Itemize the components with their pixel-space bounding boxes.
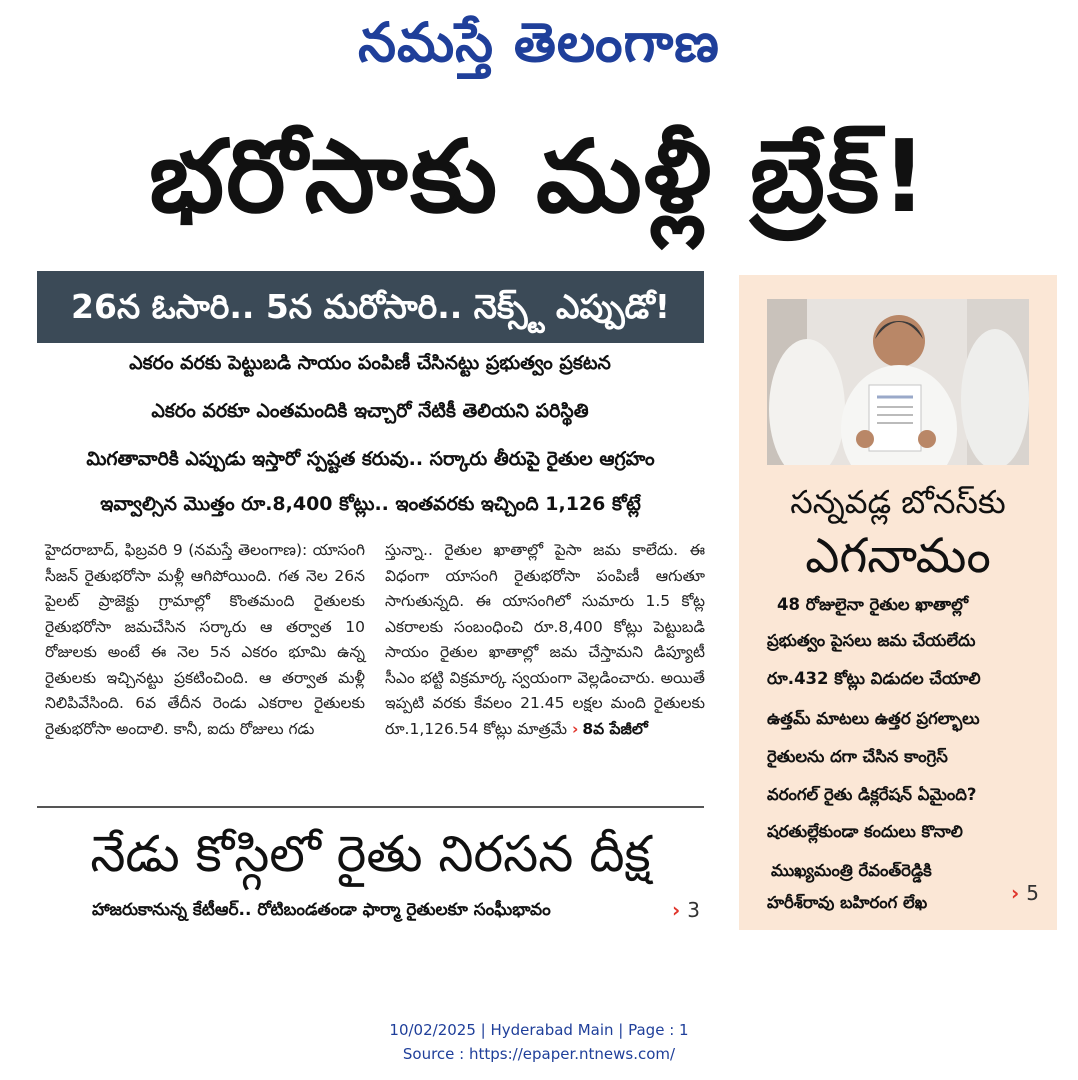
continued-label: 8వ పేజీలో: [582, 719, 648, 738]
bullet-4: [37, 493, 704, 520]
sidebar-item: ప్రభుత్వం పైసలు జమ చేయలేదు: [767, 631, 976, 650]
page-footer: [0, 1018, 1078, 1066]
bullet-2: [70, 400, 670, 427]
subhead-banner: 26న ఓసారి.. 5న మరోసారి.. నెక్స్ట్ ఎప్పుడో!: [37, 271, 704, 343]
sidebar-item: 48 రోజులైనా రైతుల ఖాతాల్లో: [777, 595, 969, 614]
bullet-3: [37, 448, 704, 475]
sidebar-title-line-1: సన్నవడ్ల బోనస్‌కు: [790, 483, 1006, 521]
masthead-logo: నమస్తే తెలంగాణ: [358, 10, 720, 74]
story-divider: [37, 806, 704, 808]
bullet-text: ఎకరం వరకు పెట్టుబడి సాయం పంపిణీ చేసినట్టు ప్రభుత్వం ప్రకటన: [129, 352, 611, 374]
sidebar-item: హరీశ్‌రావు బహిరంగ లేఖ: [767, 893, 928, 912]
article-column-1: [45, 538, 365, 742]
sidebar-story: [739, 275, 1057, 930]
chevron-right-icon: ›: [672, 898, 688, 922]
continued-page-link[interactable]: [572, 720, 648, 738]
bullet-text: ఎకరం వరకూ ఎంతమందికి ఇచ్చారో నేటికీ తెలియని పరిస్థితి: [151, 400, 589, 422]
main-headline: భరోసాకు మళ్లీ బ్రేక్!: [149, 118, 929, 235]
second-story-headline: నేడు కోస్గిలో రైతు నిరసన దీక్ష: [90, 825, 651, 883]
chevron-right-icon: ›: [571, 719, 579, 738]
article-column-2: [385, 538, 705, 742]
footer-date-line: 10/02/2025 | Hyderabad Main | Page : 1: [389, 1021, 689, 1039]
bullet-1: [70, 352, 670, 379]
sidebar-item: షరతుల్లేకుండా కందులు కొనాలి: [767, 822, 963, 841]
sidebar-item: రైతులను దగా చేసిన కాంగ్రెస్: [767, 747, 948, 766]
sidebar-page-link[interactable]: [1011, 881, 1039, 905]
second-story-subtitle-text: హాజరుకానున్న కేటీఆర్.. రోటిబండతండా ఫార్మా రైతులకూ సంఘీభావం: [92, 900, 551, 920]
sidebar-item: ముఖ్యమంత్రి రేవంత్‌రెడ్డికి: [771, 861, 932, 880]
sidebar-title-line-2: ఎగనామం: [805, 528, 991, 584]
second-story-page-link[interactable]: [672, 895, 700, 925]
sidebar-item: రూ.432 కోట్లు విడుదల చేయాలి: [767, 669, 981, 688]
sidebar-item: ఉత్తమ్ మాటలు ఉత్తర ప్రగల్భాలు: [767, 709, 980, 728]
chevron-right-icon: ›: [1011, 881, 1027, 905]
footer-source-link[interactable]: Source : https://epaper.ntnews.com/: [402, 1045, 676, 1063]
page-number: 5: [1026, 881, 1039, 905]
news-photo: [767, 299, 1029, 465]
article-body-text: స్తున్నా.. రైతుల ఖాతాల్లో పైసా జమ కాలేదు. ఈ విధంగా యాసంగి రైతుభరోసా పంపిణీ ఆగుతూ సాగుతున్నది. ఈ యాసంగిలో సుమారు 1.5 కోట్ల ఎకరాలకు సంబంధించి రూ.8,400 కోట్లు పెట్టుబడి సాయం రైతుల ఖాతాల్లో జమ చేస్తామని డిప్యూటీ సీఎం భట్టి విక్రమార్క స్వయంగా వెల్లడించారు. అయితే ఇప్పటి వరకు కేవలం 21.45 లక్షల మంది రైతులకు రూ.1,126.54 కోట్లు మాత్రమే: [385, 541, 705, 738]
bullet-text: ఇవ్వాల్సిన మొత్తం రూ.8,400 కోట్లు.. ఇంతవరకు ఇచ్చింది 1,126 కోట్లే: [100, 493, 641, 515]
bullet-text: మిగతావారికి ఎప్పుడు ఇస్తారో స్పష్టత కరువు.. సర్కారు తీరుపై రైతుల ఆగ్రహం: [86, 448, 655, 470]
sidebar-item: వరంగల్ రైతు డిక్లరేషన్ ఏమైంది?: [767, 785, 977, 804]
page-number: 3: [687, 898, 700, 922]
second-story-subtitle: [92, 895, 704, 925]
article-body-text: హైదరాబాద్, ఫిబ్రవరి 9 (నమస్తే తెలంగాణ): యాసంగి సీజన్ రైతుభరోసా మళ్లీ ఆగిపోయింది. గత నెల 26న పైలట్ ప్రాజెక్టు గ్రామాల్లో కొంతమంది రైతులకు రైతుభరోసా జమచేసిన సర్కారు ఆ తర్వాత 10 రోజులకు అంటే ఈ నెల 5న ఎకరం భూమి ఉన్న రైతులకు ఇచ్చినట్టు ప్రకటించింది. ఆ తర్వాత మళ్లీ నిలిపివేసింది. 6వ తేదీన రెండు ఎకరాల రైతులకు రైతుభరోసా అందాలి. కానీ, ఐదు రోజులు గడు: [45, 541, 365, 738]
